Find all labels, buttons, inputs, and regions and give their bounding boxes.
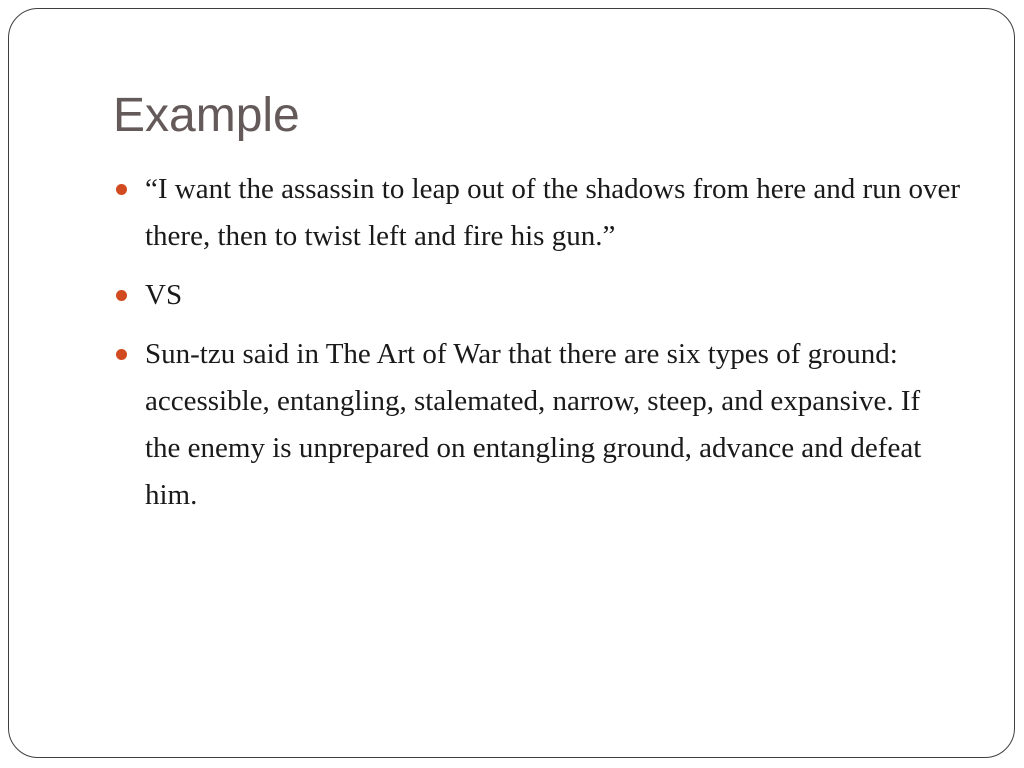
bullet-dot-icon xyxy=(116,349,127,360)
bullet-list xyxy=(114,166,960,531)
bullet-dot-icon xyxy=(116,184,127,195)
bullet-item-vs xyxy=(114,272,960,319)
bullet-text: VS xyxy=(145,279,183,311)
bullet-text: “I want the assassin to leap out of the shadows from here and run over there, then to twist left and fire his gun.” xyxy=(145,173,960,252)
bullet-item-quote xyxy=(114,166,960,260)
bullet-dot-icon xyxy=(116,290,127,301)
bullet-item-sun-tzu xyxy=(114,331,960,519)
bullet-text: Sun-tzu said in The Art of War that there are six types of ground: accessible, entangling, stalemated, narrow, steep, and expansive. If the enemy is unprepared on entangling ground, advance and defeat him. xyxy=(145,338,922,511)
slide-title: Example xyxy=(113,89,300,142)
